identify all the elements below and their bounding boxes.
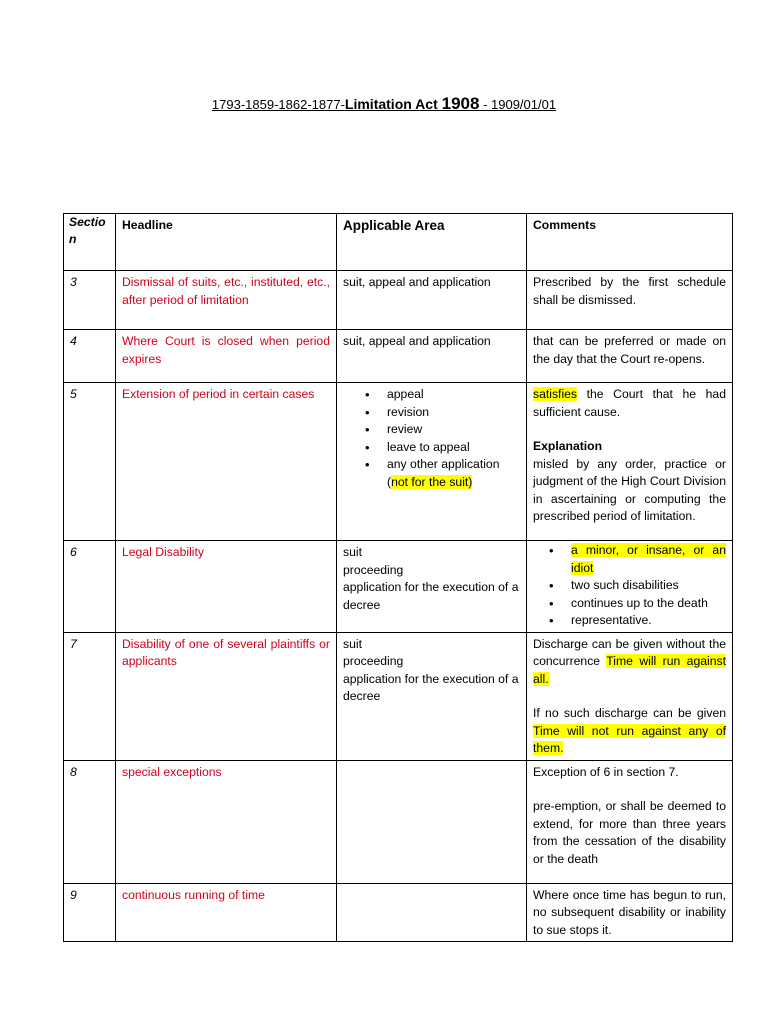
header-area: Applicable Area (337, 214, 527, 271)
highlighted-text: Time will not run against any of them. (533, 723, 726, 755)
highlighted-text: Time will run against all. (533, 654, 726, 686)
comments-bullet-list (533, 542, 726, 630)
header-section (64, 214, 116, 271)
header-section-label: Section (69, 215, 106, 246)
row-section: 3 (64, 271, 116, 330)
row-section: 8 (64, 760, 116, 883)
row-section: 9 (64, 883, 116, 942)
table-row (64, 271, 733, 330)
table-row (64, 883, 733, 942)
row-section: 7 (64, 632, 116, 760)
row-section: 6 (64, 541, 116, 633)
row-comments: satisfies the Court that he had sufficient cause. Explanation misled by any order, practice or judgment of the High Court Division in ascertaining or computing the prescribed period of limitation. (527, 383, 733, 541)
title-suffix: - 1909/01/01 (479, 97, 557, 112)
list-item: • representative. (549, 612, 726, 630)
table-row (64, 330, 733, 383)
row-section: 4 (64, 330, 116, 383)
row-headline: Dismissal of suits, etc., instituted, etc., after period of limitation (116, 271, 337, 330)
row-area (337, 883, 527, 942)
limitation-table (63, 213, 733, 942)
row-comments: Exception of 6 in section 7. pre-emption, or shall be deemed to extend, for more than three years from the cessation of the disability or the death (527, 760, 733, 883)
list-item: • two such disabilities (549, 577, 726, 595)
list-item: • leave to appeal (365, 439, 520, 457)
row-area: suit proceeding application for the execution of a decree (337, 632, 527, 760)
row-area (337, 760, 527, 883)
explanation-text: misled by any order, practice or judgment of the High Court Division in ascertaining or computing the prescribed period of limitation. (533, 456, 726, 523)
table-row (64, 541, 733, 633)
document-title (0, 94, 768, 114)
highlighted-text: satisfies (533, 387, 578, 401)
header-headline: Headline (116, 214, 337, 271)
table-header-row (64, 214, 733, 271)
list-item: • any other application (not for the suit) (365, 456, 520, 491)
title-year: 1908 (441, 94, 480, 113)
table-row (64, 760, 733, 883)
row-comments (527, 541, 733, 633)
explanation-label: Explanation (533, 439, 603, 453)
table-row (64, 632, 733, 760)
row-area: suit proceeding application for the execution of a decree (337, 541, 527, 633)
row-section: 5 (64, 383, 116, 541)
table-row (64, 383, 733, 541)
list-item: • appeal (365, 386, 520, 404)
row-area (337, 383, 527, 541)
row-area: suit, appeal and application (337, 330, 527, 383)
list-item: • a minor, or insane, or an idiot (549, 542, 726, 577)
row-headline: Where Court is closed when period expires (116, 330, 337, 383)
row-headline: Extension of period in certain cases (116, 383, 337, 541)
row-area: suit, appeal and application (337, 271, 527, 330)
row-headline: Disability of one of several plaintiffs or applicants (116, 632, 337, 760)
header-comments: Comments (527, 214, 733, 271)
row-comments: that can be preferred or made on the day that the Court re-opens. (527, 330, 733, 383)
area-bullet-list (343, 386, 520, 491)
row-comments: Where once time has begun to run, no subsequent disability or inability to sue stops it. (527, 883, 733, 942)
list-item: • continues up to the death (549, 595, 726, 613)
row-comments: Prescribed by the first schedule shall be dismissed. (527, 271, 733, 330)
row-comments: Discharge can be given without the concurrence Time will run against all. If no such discharge can be given Time will not run against any of them. (527, 632, 733, 760)
row-headline: special exceptions (116, 760, 337, 883)
row-headline: Legal Disability (116, 541, 337, 633)
title-prefix: 1793-1859-1862-1877- (211, 97, 345, 112)
highlighted-note: not for the suit) (391, 474, 473, 489)
list-item: • revision (365, 404, 520, 422)
row-headline: continuous running of time (116, 883, 337, 942)
title-main: Limitation Act (344, 96, 442, 112)
list-item: • review (365, 421, 520, 439)
